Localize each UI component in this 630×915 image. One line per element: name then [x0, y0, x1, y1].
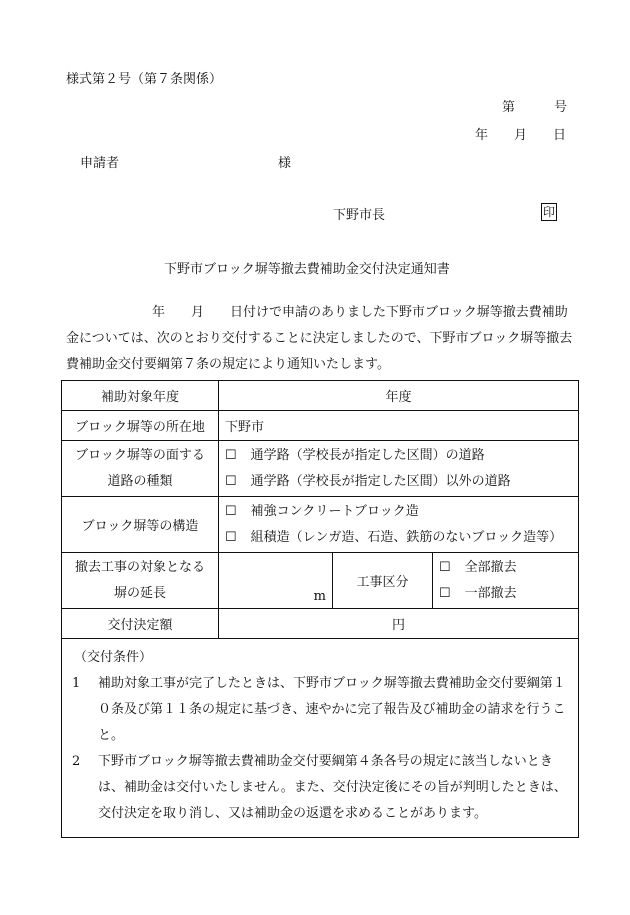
checkbox-icon[interactable]: ☐: [225, 529, 237, 545]
seal-mark: 印: [543, 205, 556, 219]
road-option-2[interactable]: [225, 469, 572, 495]
condition-text: 補助対象工事が完了したときは、下野市ブロック塀等撤去費補助金交付要綱第１０条及び第１１条の規定に基づき、速やかに完了報告及び補助金の請求を行うこと。: [98, 676, 566, 743]
row-conditions: [62, 639, 579, 838]
road-type-label-line2: 道路の種類: [107, 473, 173, 489]
road-type-label-line1: ブロック塀等の面する: [75, 447, 205, 463]
structure-option-1[interactable]: [225, 499, 572, 525]
length-unit: m: [313, 589, 326, 604]
structure-option-2-text: 組積造（レンガ造、石造、鉄筋のないブロック造等）: [250, 529, 563, 545]
form-number: 様式第２号（第７条関係）: [66, 72, 223, 87]
conditions-cell: [62, 639, 579, 838]
condition-item: [70, 671, 570, 749]
condition-number: 1: [72, 676, 81, 691]
issue-date: 年 月 日: [475, 128, 567, 143]
work-option-1-text: 全部撤去: [464, 559, 517, 575]
checkbox-icon[interactable]: ☐: [225, 503, 237, 519]
subsidy-table: [61, 380, 579, 838]
structure-option-1-text: 補強コンクリートブロック造: [250, 503, 419, 519]
condition-item: [70, 749, 570, 827]
applicant-honorific: 様: [278, 156, 292, 171]
row-road-type: [62, 441, 579, 497]
location-value: 下野市: [219, 411, 579, 441]
work-category-label: 工事区分: [333, 553, 433, 609]
condition-text: 下野市ブロック塀等撤去費補助金交付要綱第４条各号の規定に該当しないときは、補助金は交付いたしません。また、交付決定後にその旨が判明したときは、交付決定を取り消し、又は補助金の返還を求めることがあります。: [98, 754, 567, 821]
road-type-label: [62, 441, 219, 497]
location-label: ブロック塀等の所在地: [62, 411, 219, 441]
wall-length-label-line1: 撤去工事の対象となる: [74, 559, 205, 575]
row-amount: [62, 609, 579, 639]
intro-paragraph: [66, 300, 576, 378]
wall-length-value: [219, 553, 333, 609]
row-wall-length: [62, 553, 579, 609]
road-option-2-text: 通学路（学校長が指定した区間）以外の道路: [250, 473, 511, 489]
fiscal-year-label: 補助対象年度: [62, 381, 219, 411]
fiscal-year-value: 年度: [219, 381, 579, 411]
structure-options: [219, 497, 579, 553]
wall-length-label-line2: 塀の延長: [113, 585, 166, 601]
checkbox-icon[interactable]: ☐: [439, 559, 451, 575]
amount-value: 円: [219, 609, 579, 639]
row-structure: [62, 497, 579, 553]
road-option-1-text: 通学路（学校長が指定した区間）の道路: [250, 447, 485, 463]
work-category-options: [433, 553, 579, 609]
intro-date-text: 年 月 日付けで申請のありました下野市ブロック塀等撤去費補: [152, 305, 555, 320]
intro-rest-text: 助金については、次のとおり交付することに決定しましたので、下野市ブロック塀等撤去費補助金交付要綱第７条の規定により通知いたします。: [66, 305, 573, 372]
document-number: 第 号: [502, 100, 568, 115]
work-option-2-text: 一部撤去: [464, 585, 517, 601]
wall-length-label: [62, 553, 219, 609]
checkbox-icon[interactable]: ☐: [439, 585, 451, 601]
work-option-1[interactable]: [439, 555, 572, 581]
row-fiscal-year: [62, 381, 579, 411]
conditions-title: （交付条件）: [74, 650, 153, 665]
road-type-options: [219, 441, 579, 497]
checkbox-icon[interactable]: ☐: [225, 447, 237, 463]
sender-name: 下野市長: [333, 208, 386, 223]
structure-label: ブロック塀等の構造: [62, 497, 219, 553]
condition-number: 2: [72, 754, 81, 769]
row-location: [62, 411, 579, 441]
structure-option-2[interactable]: [225, 525, 572, 551]
applicant-label: 申請者: [80, 156, 120, 171]
road-option-1[interactable]: [225, 443, 572, 469]
work-option-2[interactable]: [439, 581, 572, 607]
document-title: 下野市ブロック塀等撤去費補助金交付決定通知書: [164, 262, 450, 277]
checkbox-icon[interactable]: ☐: [225, 473, 237, 489]
amount-label: 交付決定額: [62, 609, 219, 639]
